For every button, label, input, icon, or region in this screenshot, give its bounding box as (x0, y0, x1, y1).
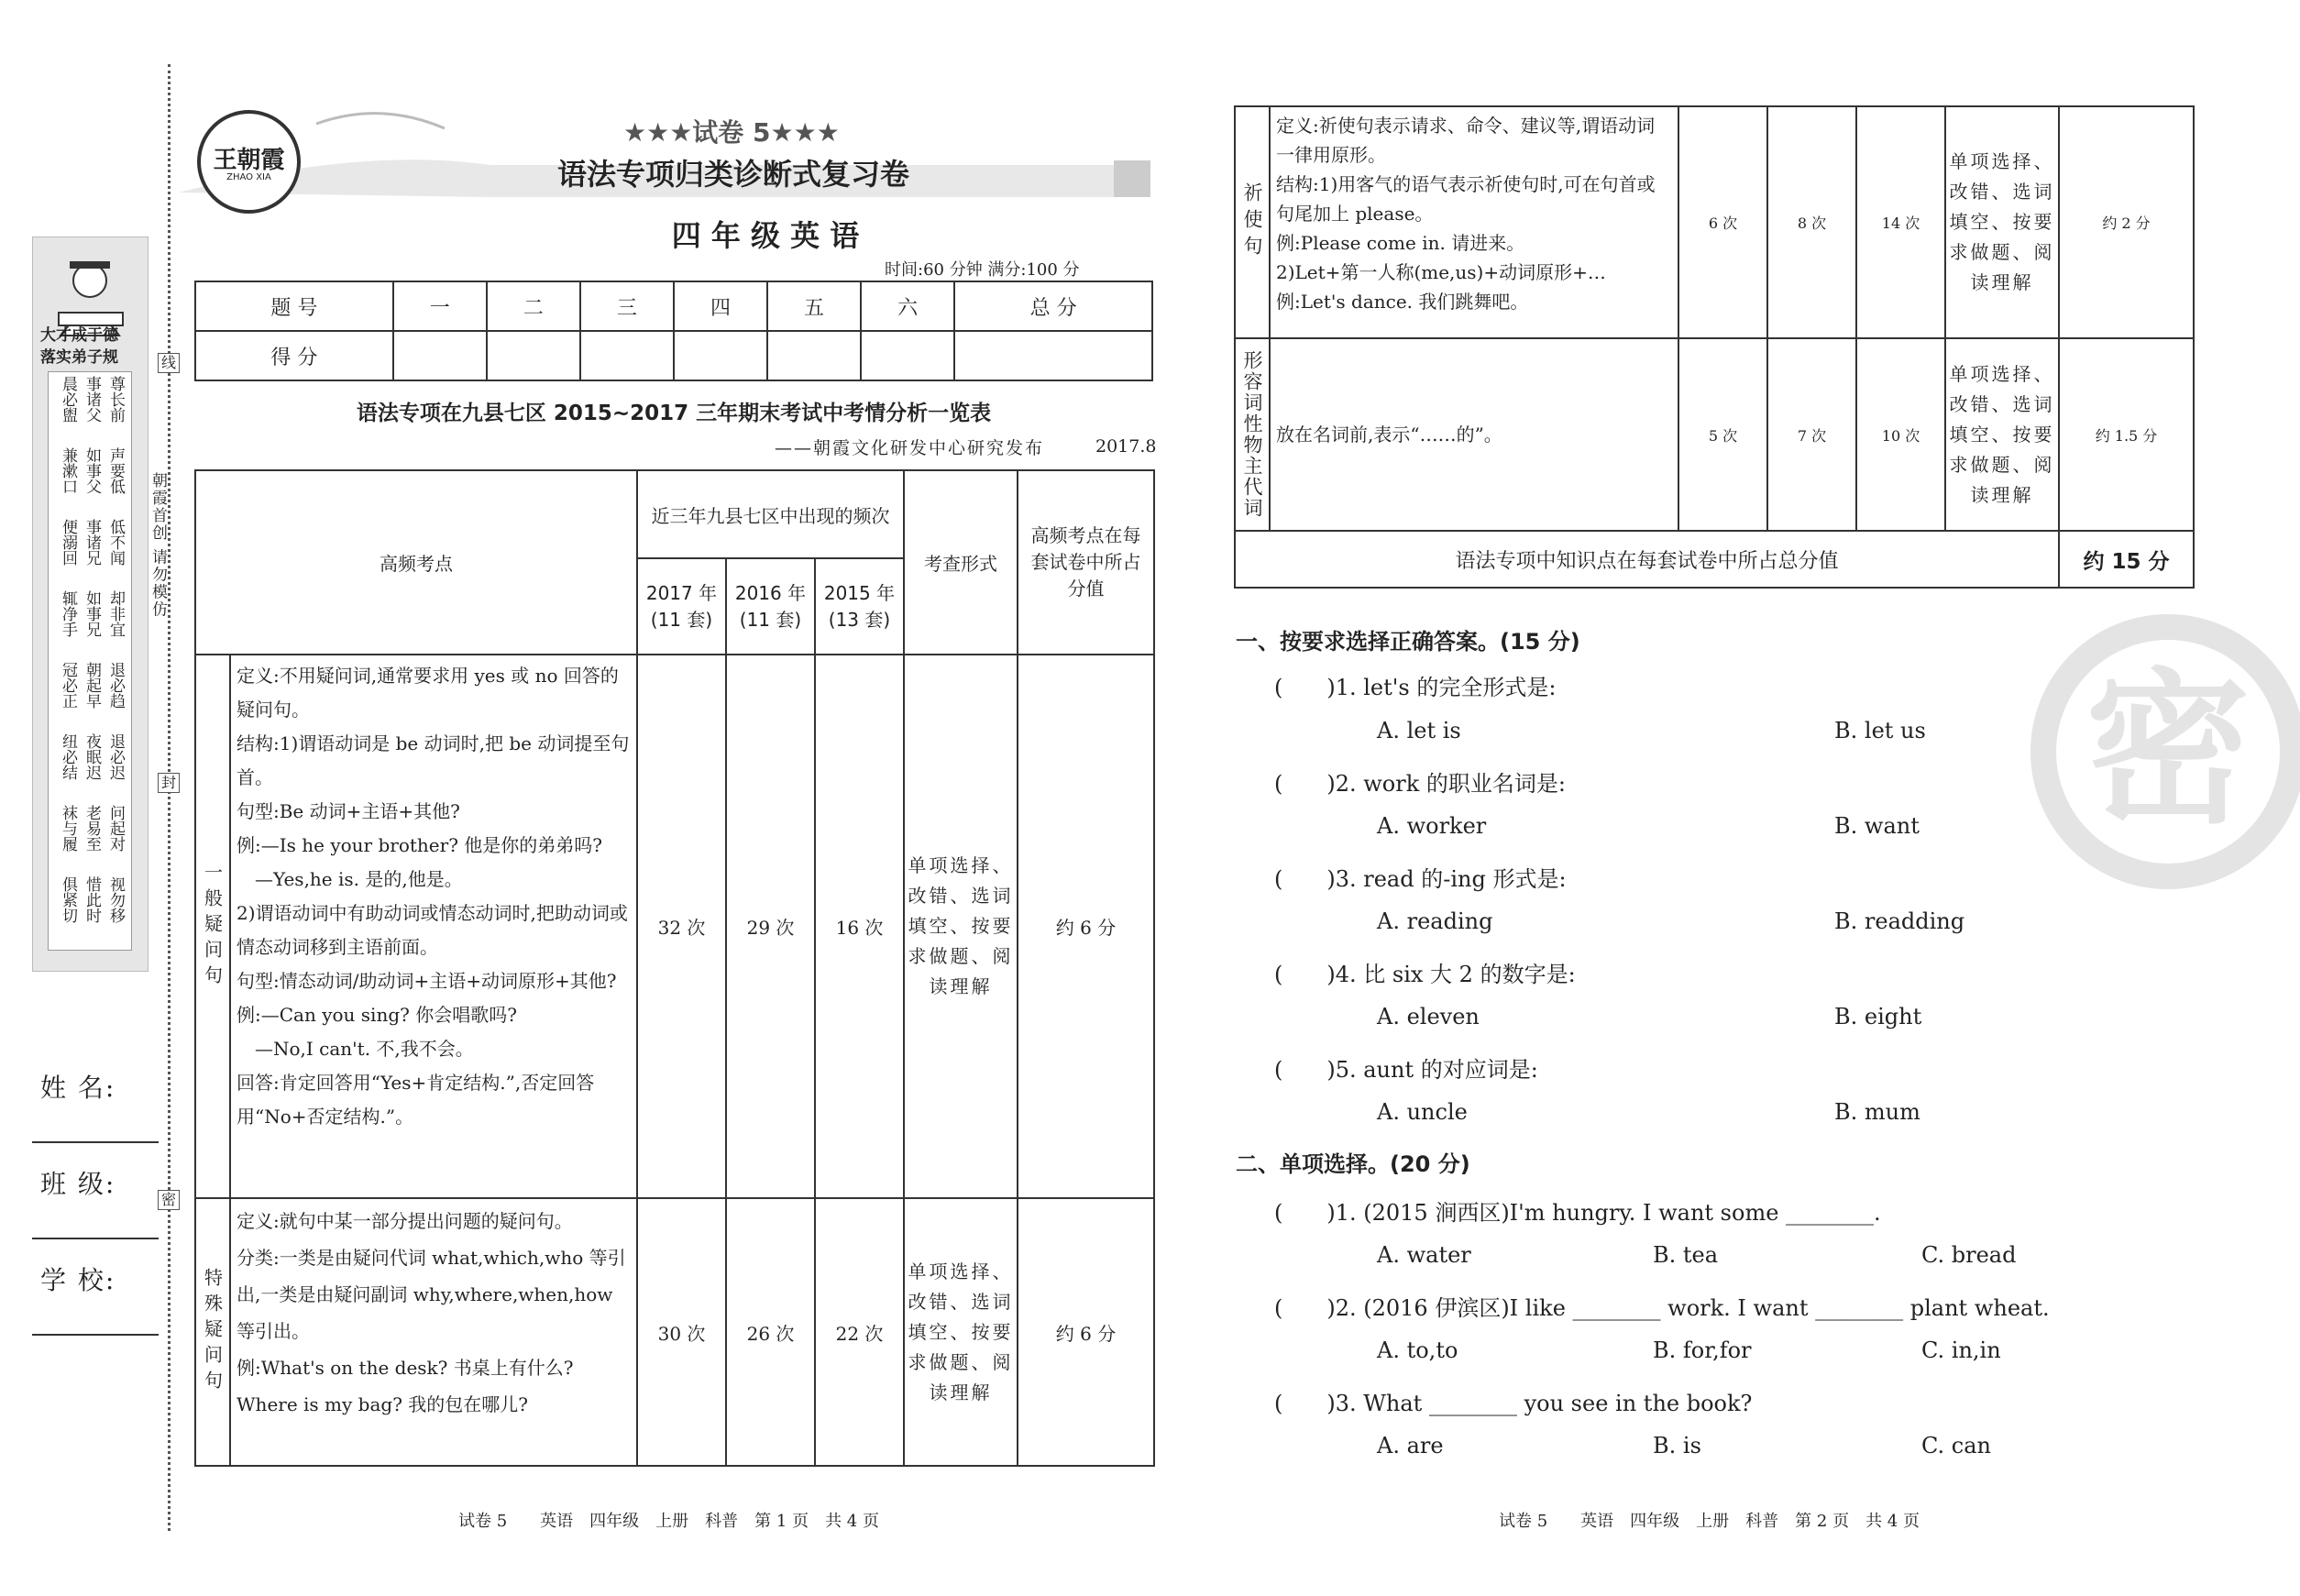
header-2017: 2017 年(11 套) (637, 558, 726, 655)
rule-phrase: 如事父 (83, 447, 101, 494)
definition-line: 结构:1)谓语动词是 be 动词时,把 be 动词提至句首。 (237, 732, 630, 788)
count-2015: 14 次 (1856, 106, 1945, 338)
s2-q2-option-c[interactable]: C. in,in (1921, 1337, 2001, 1363)
rule-phrase: 老易至 (83, 805, 101, 852)
table-row (1235, 106, 2194, 338)
definition-line: 定义:就句中某一部分提出问题的疑问句。 (237, 1210, 573, 1232)
definition-line: 定义:不用疑问词,通常要求用 yes 或 no 回答的疑问句。 (237, 665, 619, 721)
brand-sub: ZHAO XIA (226, 172, 271, 182)
analysis-date: 2017.8 (1095, 436, 1157, 457)
paper-title: 语法专项归类诊断式复习卷 (556, 157, 909, 192)
header-freq: 近三年九县七区中出现的频次 (637, 470, 904, 558)
definition-cell (230, 655, 637, 1198)
score-input-cell[interactable] (580, 331, 674, 380)
binding-tag-feng: 封 (158, 773, 180, 793)
score-input-cell[interactable] (393, 331, 487, 380)
rule-phrase: 俱紧切 (59, 876, 77, 923)
header-2016: 2016 年(11 套) (726, 558, 815, 655)
definition-cell (1270, 338, 1678, 531)
score-header-cell: 六 (861, 281, 954, 331)
s1-q2-option-b[interactable]: B. want (1834, 813, 1920, 839)
definition-line: 分类:一类是由疑问代词 what,which,who 等引出,一类是由疑问副词 why,where,when,how 等引出。 (237, 1247, 626, 1342)
class-field[interactable] (32, 1238, 159, 1239)
score-header-cell: 题 号 (195, 281, 393, 331)
binding-tag-xian: 线 (158, 353, 180, 373)
class-label: 班 级: (40, 1169, 116, 1199)
definition-line: 句型:Be 动词+主语+其他? (237, 800, 460, 822)
rule-phrase: 袜与履 (59, 805, 77, 852)
analysis-publisher: ——朝霞文化研发中心研究发布 (775, 438, 1045, 458)
s2-q2-option-b[interactable]: B. for,for (1653, 1337, 1752, 1363)
analysis-title: 语法专项在九县七区 2015~2017 三年期末考试中考情分析一览表 (356, 402, 992, 425)
rule-phrase: 冠必正 (59, 662, 77, 709)
header-share: 高频考点在每套试卷中所占分值 (1018, 470, 1154, 655)
definition-line: 放在名词前,表示“……的”。 (1276, 423, 1502, 446)
definition-line: 例:Please come in. 请进来。 (1276, 232, 1525, 254)
category-cell: 特殊疑问句 (195, 1198, 230, 1466)
score-row-label: 得 分 (195, 331, 393, 380)
rule-phrase: 辄净手 (59, 590, 77, 637)
definition-line: 结构:1)用客气的语气表示祈使句时,可在句首或句尾加上 please。 (1276, 173, 1656, 225)
form-cell: 单项选择、改错、选词填空、按要求做题、阅读理解 (1945, 338, 2059, 531)
total-label: 语法专项中知识点在每套试卷中所占总分值 (1235, 531, 2059, 588)
rule-phrase: 事诸兄 (83, 519, 101, 566)
s2-q1-option-b[interactable]: B. tea (1653, 1242, 1719, 1268)
table-row (1235, 338, 2194, 531)
s1-q1-option-b[interactable]: B. let us (1834, 718, 1926, 743)
s1-q4-option-a[interactable]: A. eleven (1377, 1004, 1480, 1029)
count-2016: 7 次 (1767, 338, 1856, 531)
s2-q3-option-a[interactable]: A. are (1377, 1433, 1444, 1458)
binding-dotted-line (168, 64, 171, 1531)
header-2015: 2015 年(13 套) (815, 558, 904, 655)
analysis-table-continued (1234, 105, 2195, 589)
definition-line: —No,I can't. 不,我不会。 (237, 1038, 474, 1060)
score-header-cell: 总 分 (954, 281, 1152, 331)
paper-number: ★★★试卷 5★★★ (623, 117, 840, 148)
s1-q5-option-a[interactable]: A. uncle (1377, 1099, 1468, 1125)
score-input-cell[interactable] (861, 331, 954, 380)
rule-phrase: 视勿移 (106, 876, 125, 923)
definition-line: 例:—Is he your brother? 他是你的弟弟吗? (237, 834, 602, 856)
s2-q2-option-a[interactable]: A. to,to (1377, 1337, 1458, 1363)
share-cell: 约 6 分 (1018, 1198, 1154, 1466)
definition-line: 2)Let+第一人称(me,us)+动词原形+… (1276, 261, 1606, 283)
score-input-cell[interactable] (674, 331, 767, 380)
definition-line: 句型:情态动词/助动词+主语+动词原形+其他? (237, 970, 617, 992)
subject-title: 四 年 级 英 语 (671, 218, 860, 253)
s1-q3-option-b[interactable]: B. readding (1834, 908, 1965, 934)
rule-phrase: 兼漱口 (59, 447, 77, 494)
total-value: 约 15 分 (2059, 531, 2194, 588)
table-row (195, 1198, 1154, 1466)
s2-q3-option-c[interactable]: C. can (1921, 1433, 1991, 1458)
count-2017: 30 次 (637, 1198, 726, 1466)
score-header-cell: 四 (674, 281, 767, 331)
count-2016: 8 次 (1767, 106, 1856, 338)
s1-q1-stem: ( )1. let's 的完全形式是: (1274, 675, 1557, 700)
score-header-cell: 一 (393, 281, 487, 331)
rule-phrase: 纽必结 (59, 733, 77, 780)
section1-title: 一、按要求选择正确答案。(15 分) (1236, 629, 1580, 655)
count-2015: 22 次 (815, 1198, 904, 1466)
rule-phrase: 便溺回 (59, 519, 77, 566)
count-2015: 16 次 (815, 655, 904, 1198)
school-field[interactable] (32, 1334, 159, 1336)
s1-q1-option-a[interactable]: A. let is (1377, 718, 1461, 743)
school-label: 学 校: (40, 1265, 116, 1295)
score-header-cell: 二 (487, 281, 580, 331)
s2-q2-stem: ( )2. (2016 伊滨区)I like ________ work. I want ________ plant wheat. (1274, 1295, 2050, 1321)
count-2017: 5 次 (1678, 338, 1767, 531)
form-cell: 单项选择、改错、选词填空、按要求做题、阅读理解 (904, 655, 1018, 1198)
score-header-cell: 三 (580, 281, 674, 331)
definition-line: 例:—Can you sing? 你会唱歌吗? (237, 1004, 517, 1026)
category-cell: 一般疑问句 (195, 655, 230, 1198)
brand-name: 王朝霞 (213, 147, 285, 174)
share-cell: 约 6 分 (1018, 655, 1154, 1198)
brand-logo (197, 110, 301, 214)
s1-q5-stem: ( )5. aunt 的对应词是: (1274, 1057, 1538, 1083)
vertical-notice: 朝霞首创 请勿模仿 (149, 472, 167, 619)
definition-cell (230, 1198, 637, 1466)
name-field[interactable] (32, 1141, 159, 1143)
s2-q3-option-b[interactable]: B. is (1653, 1433, 1701, 1458)
score-header-cell: 五 (767, 281, 861, 331)
watermark-seal (2030, 614, 2300, 889)
s2-q1-option-c[interactable]: C. bread (1921, 1242, 2017, 1268)
rules-columns (48, 371, 132, 951)
s1-q2-option-a[interactable]: A. worker (1377, 813, 1487, 839)
rule-phrase: 夜眠迟 (83, 733, 101, 780)
definition-line: 定义:祈使句表示请求、命令、建议等,谓语动词一律用原形。 (1276, 115, 1656, 166)
s1-q4-option-b[interactable]: B. eight (1834, 1004, 1922, 1029)
watermark-char: 密 (2085, 653, 2250, 846)
rule-phrase: 晨必盥 (59, 376, 77, 423)
form-cell: 单项选择、改错、选词填空、按要求做题、阅读理解 (904, 1198, 1018, 1466)
rule-phrase: 低不闻 (106, 519, 125, 566)
s1-q4-stem: ( )4. 比 six 大 2 的数字是: (1274, 962, 1576, 987)
rule-phrase: 却非宜 (106, 590, 125, 637)
definition-line: 2)谓语动词中有助动词或情态动词时,把助动词或情态动词移到主语前面。 (237, 902, 628, 958)
definition-line: —Yes,he is. 是的,他是。 (237, 868, 463, 890)
s1-q5-option-b[interactable]: B. mum (1834, 1099, 1920, 1125)
rule-phrase: 声要低 (106, 447, 125, 494)
footer-page-2: 试卷 5 英语 四年级 上册 科普 第 2 页 共 4 页 (1499, 1512, 1920, 1531)
s1-q2-stem: ( )2. work 的职业名词是: (1274, 771, 1566, 797)
count-2017: 32 次 (637, 655, 726, 1198)
score-input-cell[interactable] (954, 331, 1152, 380)
header-form: 考查形式 (904, 470, 1018, 655)
s2-q1-stem: ( )1. (2015 涧西区)I'm hungry. I want some ________. (1274, 1200, 1881, 1226)
rule-phrase: 问起对 (106, 805, 125, 852)
section2-title: 二、单项选择。(20 分) (1236, 1151, 1470, 1177)
score-input-cell[interactable] (487, 331, 580, 380)
category-cell: 形容词性物主代词 (1235, 338, 1270, 531)
count-2016: 29 次 (726, 655, 815, 1198)
footer-page-1: 试卷 5 英语 四年级 上册 科普 第 1 页 共 4 页 (458, 1512, 879, 1531)
rule-phrase: 朝起早 (83, 662, 101, 709)
s1-q3-stem: ( )3. read 的-ing 形式是: (1274, 866, 1567, 892)
motto-line-2: 落实弟子规 (40, 348, 118, 367)
rules-grid (54, 376, 127, 935)
rule-phrase: 尊长前 (106, 376, 125, 423)
form-cell: 单项选择、改错、选词填空、按要求做题、阅读理解 (1945, 106, 2059, 338)
s2-q3-stem: ( )3. What ________ you see in the book? (1274, 1391, 1753, 1416)
definition-line: 例:What's on the desk? 书桌上有什么? (237, 1357, 574, 1379)
analysis-table (194, 469, 1155, 1467)
category-cell: 祈使句 (1235, 106, 1270, 338)
count-2017: 6 次 (1678, 106, 1767, 338)
time-info: 时间:60 分钟 满分:100 分 (885, 260, 1080, 280)
table-row (195, 655, 1154, 1198)
share-cell: 约 1.5 分 (2059, 338, 2194, 531)
rule-phrase: 事诸父 (83, 376, 101, 423)
definition-cell (1270, 106, 1678, 338)
total-row (1235, 531, 2194, 588)
s1-q3-option-a[interactable]: A. reading (1377, 908, 1493, 934)
s2-q1-option-a[interactable]: A. water (1377, 1242, 1471, 1268)
score-input-cell[interactable] (767, 331, 861, 380)
header-point: 高频考点 (195, 470, 637, 655)
definition-line: 回答:肯定回答用“Yes+肯定结构.”,否定回答用“No+否定结构.”。 (237, 1072, 595, 1128)
share-cell: 约 2 分 (2059, 106, 2194, 338)
rule-phrase: 惜此时 (83, 876, 101, 923)
definition-line: 例:Let's dance. 我们跳舞吧。 (1276, 291, 1529, 313)
name-label: 姓 名: (40, 1073, 116, 1103)
binding-tag-mi: 密 (158, 1190, 180, 1210)
rule-phrase: 退必迟 (106, 733, 125, 780)
score-table (194, 281, 1153, 381)
definition-line: Where is my bag? 我的包在哪儿? (237, 1393, 528, 1415)
count-2016: 26 次 (726, 1198, 815, 1466)
rule-phrase: 退必趋 (106, 662, 125, 709)
count-2015: 10 次 (1856, 338, 1945, 531)
rule-phrase: 如事兄 (83, 590, 101, 637)
motto-line-1: 大才成于德 (40, 326, 118, 345)
